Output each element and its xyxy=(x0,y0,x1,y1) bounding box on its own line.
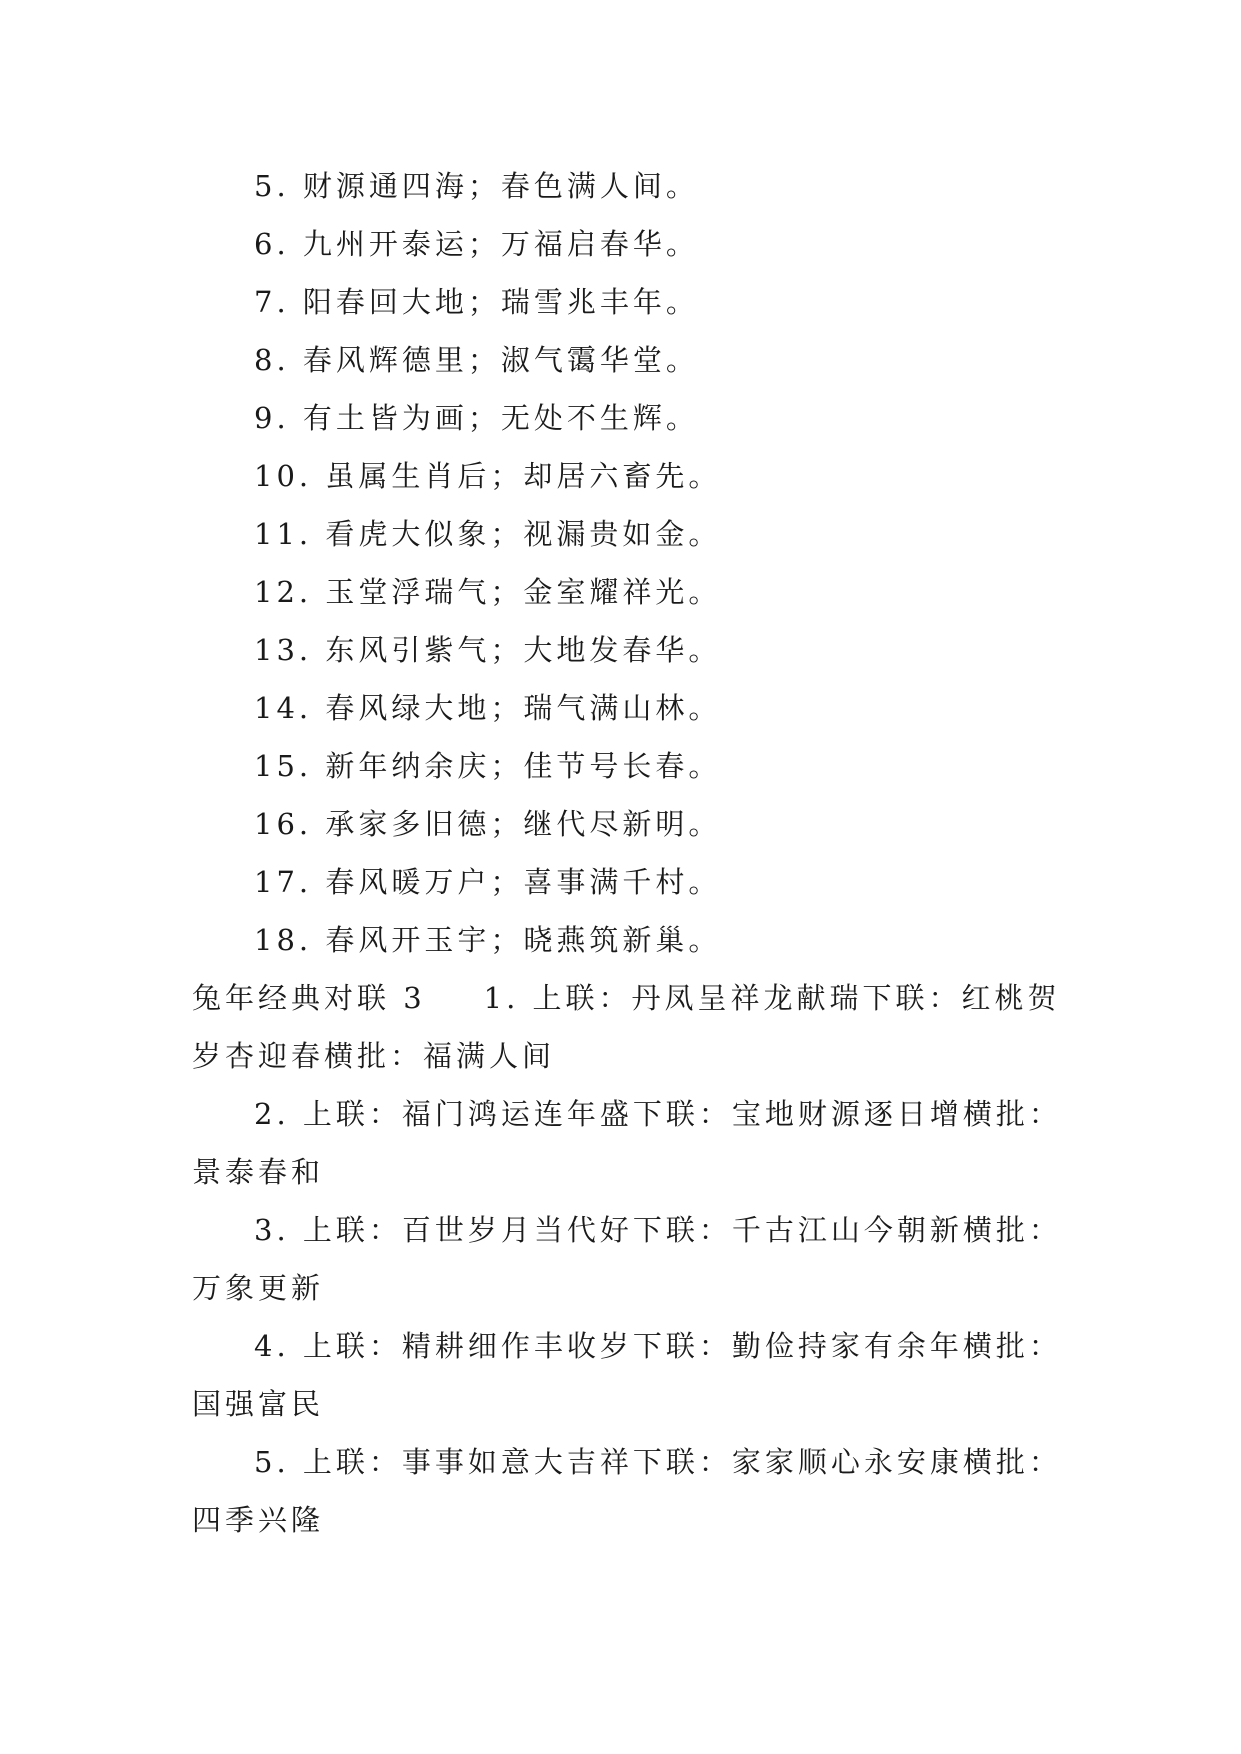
section-title: 兔年经典对联 3 xyxy=(192,981,426,1015)
couplet-line: 10. 虽属生肖后；却居六畜先。 xyxy=(254,459,722,493)
couplet-line: 5. 上联：事事如意大吉祥下联：家家顺心永安康横批： xyxy=(254,1445,1062,1479)
couplet-line: 11. 看虎大似象；视漏贵如金。 xyxy=(254,517,722,551)
section-heading-line xyxy=(192,978,1061,1018)
couplet-line: 7. 阳春回大地；瑞雪兆丰年。 xyxy=(254,285,699,319)
couplet-line: 13. 东风引紫气；大地发春华。 xyxy=(254,633,722,667)
couplet-continuation: 四季兴隆 xyxy=(192,1503,325,1537)
couplet-line: 4. 上联：精耕细作丰收岁下联：勤俭持家有余年横批： xyxy=(254,1329,1062,1363)
couplet-line: 17. 春风暖万户；喜事满千村。 xyxy=(254,865,722,899)
couplet-line: 3. 上联：百世岁月当代好下联：千古江山今朝新横批： xyxy=(254,1213,1062,1247)
couplet-line: 9. 有土皆为画；无处不生辉。 xyxy=(254,401,699,435)
couplet-line: 5. 财源通四海；春色满人间。 xyxy=(254,169,699,203)
couplet-line: 14. 春风绿大地；瑞气满山林。 xyxy=(254,691,722,725)
couplet-continuation: 岁杏迎春横批：福满人间 xyxy=(192,1039,556,1073)
couplet-line: 2. 上联：福门鸿运连年盛下联：宝地财源逐日增横批： xyxy=(254,1097,1062,1131)
couplet-item-text: 1. 上联：丹凤呈祥龙献瑞下联：红桃贺 xyxy=(483,981,1061,1015)
couplet-line: 6. 九州开泰运；万福启春华。 xyxy=(254,227,699,261)
couplet-line: 8. 春风辉德里；淑气霭华堂。 xyxy=(254,343,699,377)
couplet-continuation: 景泰春和 xyxy=(192,1155,325,1189)
couplet-line: 18. 春风开玉宇；晓燕筑新巢。 xyxy=(254,923,722,957)
couplet-continuation: 万象更新 xyxy=(192,1271,325,1305)
couplet-continuation: 国强富民 xyxy=(192,1387,325,1421)
couplet-line: 12. 玉堂浮瑞气；金室耀祥光。 xyxy=(254,575,722,609)
couplet-line: 16. 承家多旧德；继代尽新明。 xyxy=(254,807,722,841)
couplet-line: 15. 新年纳余庆；佳节号长春。 xyxy=(254,749,722,783)
